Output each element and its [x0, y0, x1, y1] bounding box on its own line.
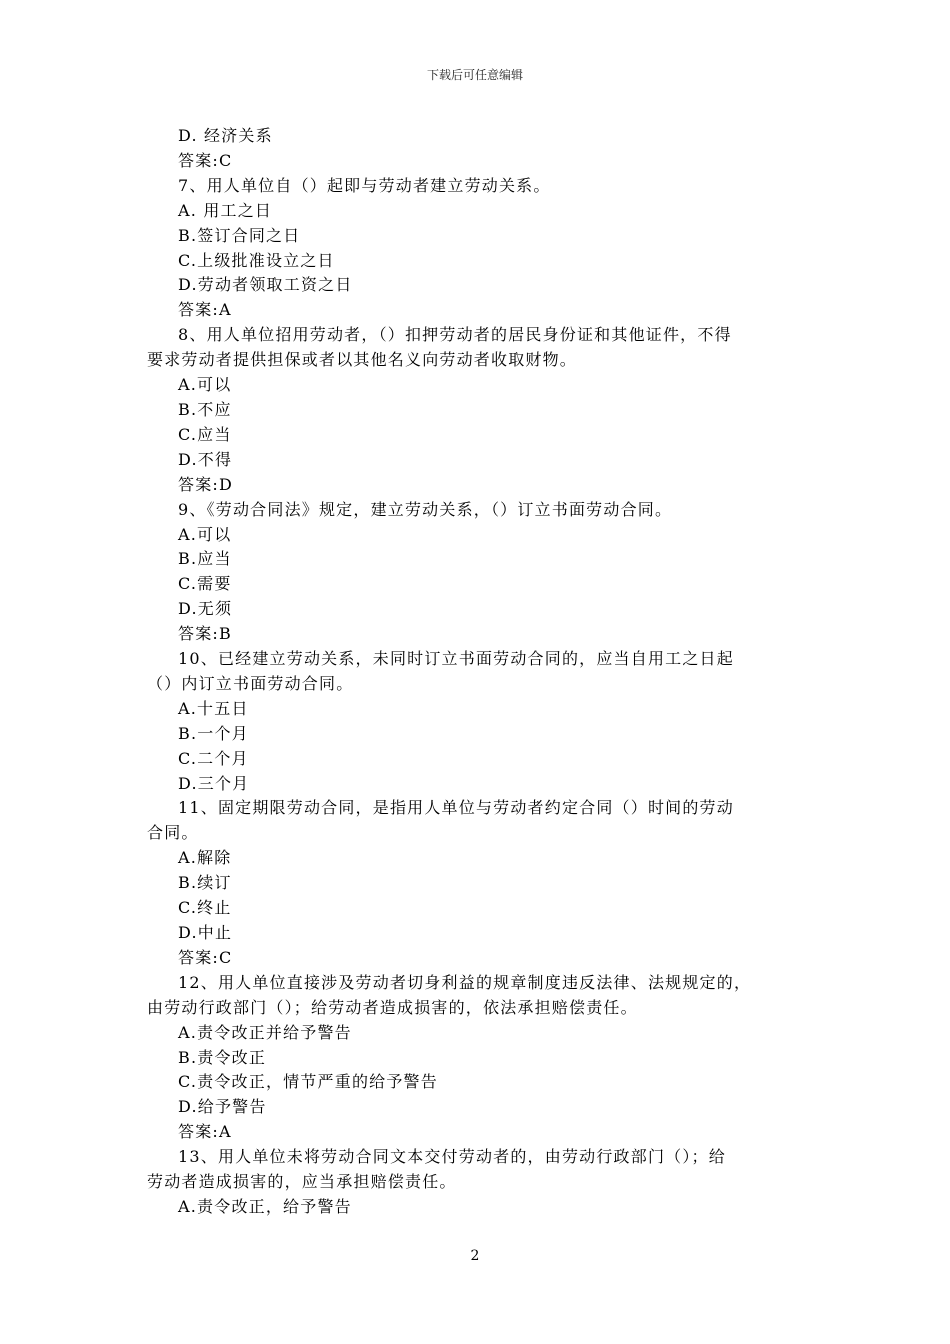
answer-line: 答案:D [178, 474, 234, 494]
answer-line: 答案:B [178, 624, 232, 644]
option-line: D. 经济关系 [178, 126, 273, 145]
option-line: D.不得 [178, 449, 233, 469]
option-line: A.十五日 [178, 698, 249, 718]
option-line: A.可以 [178, 524, 232, 544]
option-line: B.一个月 [178, 723, 249, 743]
option-line: D.无须 [178, 599, 233, 619]
option-line: C.二个月 [178, 748, 249, 768]
option-line: A.责令改正并给予警告 [178, 1022, 352, 1042]
question-continuation: 劳动者造成损害的，应当承担赔偿责任。 [147, 1172, 457, 1192]
question-continuation: 要求劳动者提供担保或者以其他名义向劳动者收取财物。 [147, 350, 578, 370]
option-line: A.可以 [178, 375, 232, 395]
question-line: 8、用人单位招用劳动者，（）扣押劳动者的居民身份证和其他证件，不得 [178, 325, 732, 345]
answer-line: 答案:C [178, 947, 233, 967]
option-line: B.签订合同之日 [178, 225, 301, 245]
option-line: A.责令改正，给予警告 [178, 1196, 352, 1216]
option-line: C.上级批准设立之日 [178, 250, 335, 270]
question-line: 9、《劳动合同法》规定，建立劳动关系，（）订立书面劳动合同。 [178, 499, 673, 519]
question-line: 11、固定期限劳动合同，是指用人单位与劳动者约定合同（）时间的劳动 [178, 798, 734, 818]
answer-line: 答案:C [178, 150, 233, 170]
question-line: 12、用人单位直接涉及劳动者切身利益的规章制度违反法律、法规规定的， [178, 972, 752, 992]
option-line: D.给予警告 [178, 1097, 267, 1117]
question-continuation: 合同。 [147, 823, 199, 843]
answer-line: 答案:A [178, 1122, 232, 1142]
option-line: B.续订 [178, 873, 232, 893]
option-line: C.责令改正，情节严重的给予警告 [178, 1072, 438, 1092]
option-line: B.责令改正 [178, 1047, 267, 1067]
option-line: B.应当 [178, 549, 232, 569]
question-line: 7、用人单位自（）起即与劳动者建立劳动关系。 [178, 175, 551, 195]
answer-line: 答案:A [178, 300, 232, 320]
option-line: C.需要 [178, 574, 232, 594]
option-line: B.不应 [178, 399, 232, 419]
option-line: D.中止 [178, 923, 233, 942]
option-line: A. 用工之日 [178, 200, 273, 220]
option-line: D.劳动者领取工资之日 [178, 275, 353, 295]
option-line: D.三个月 [178, 773, 250, 793]
page-header: 下载后可任意编辑 [426, 68, 523, 82]
option-line: C.应当 [178, 424, 232, 444]
option-line: A.解除 [178, 848, 232, 868]
question-line: 13、用人单位未将劳动合同文本交付劳动者的，由劳动行政部门（）；给 [178, 1147, 726, 1167]
document-body [147, 124, 807, 1220]
question-line: 10、已经建立劳动关系，未同时订立书面劳动合同的，应当自用工之日起 [178, 649, 734, 669]
page-number: 2 [470, 1248, 480, 1264]
option-line: C.终止 [178, 898, 232, 918]
question-continuation: 由劳动行政部门（）；给劳动者造成损害的，依法承担赔偿责任。 [147, 997, 638, 1017]
question-continuation: （）内订立书面劳动合同。 [147, 673, 354, 693]
